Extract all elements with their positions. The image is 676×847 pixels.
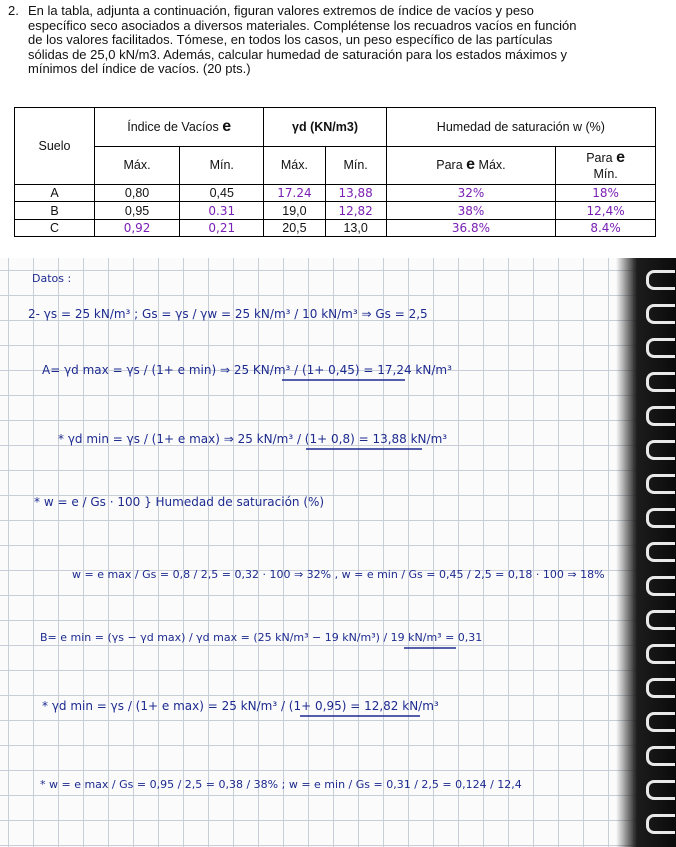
sub-header-min: Mín. [325,146,386,185]
notes-line: * γd min = γs / (1+ e max) ⇒ 25 kN/m³ / (1+ 0,8) = 13,88 kN/m³ [58,432,448,446]
notes-line: w = e max / Gs = 0,8 / 2,5 = 0,32 · 100 ⇒ 32% , w = e min / Gs = 0,45 / 2,5 = 0,18 · 100 ⇒ 18% [72,568,605,581]
table-row [15,185,656,202]
notes-line: 2- γs = 25 kN/m³ ; Gs = γs / γw = 25 kN/m³ / 10 kN/m³ ⇒ Gs = 2,5 [28,307,428,321]
header-indice-vacios: Índice de Vacíos e [95,108,264,147]
cell-ydmin: 13,88 [325,185,386,202]
table-row [15,202,656,219]
notes-line: Datos : [32,272,72,285]
problem-number: 2. [8,3,19,18]
notes-line: * w = e / Gs · 100 } Humedad de saturación (%) [34,495,325,509]
sub-header-para-max: Para e Máx. [386,146,555,185]
cell-suelo: B [15,202,95,219]
cell-emax: 0,92 [95,219,180,236]
notes-line: A= γd max = γs / (1+ e min) ⇒ 25 KN/m³ / (1+ 0,45) = 17,24 kN/m³ [42,363,452,377]
cell-wmax: 36.8% [386,219,555,236]
problem-line: En la tabla, adjunta a continuación, figuran valores extremos de índice de vacíos y peso [28,3,534,18]
notebook-photo [0,258,676,847]
soil-table [14,107,656,237]
cell-wmin: 8.4% [556,219,656,236]
cell-wmax: 38% [386,202,555,219]
problem-line: sólidas de 25,0 kN/m3. Además, calcular humedad de saturación para los estados máximos y [28,46,568,62]
notes-line: B= e min = (γs − γd max) / γd max = (25 kN/m³ − 19 kN/m³) / 19 kN/m³ = 0,31 [40,631,483,644]
spiral-binding [616,258,676,847]
cell-emax: 0,80 [95,185,180,202]
cell-emax: 0,95 [95,202,180,219]
handwritten-notes [0,258,676,847]
cell-wmax: 32% [386,185,555,202]
notes-line: * w = e max / Gs = 0,95 / 2,5 = 0,38 / 38% ; w = e min / Gs = 0,31 / 2,5 = 0,124 / 12,4 [40,778,522,791]
cell-ydmin: 12,82 [325,202,386,219]
header-suelo: Suelo [15,108,95,185]
sub-header-para-min: Para e Mín. [556,146,656,185]
sub-header-max: Máx. [264,146,325,185]
cell-ydmax: 20,5 [264,219,325,236]
notes-line: * γd min = γs / (1+ e max) = 25 kN/m³ / (1+ 0,95) = 12,82 kN/m³ [42,699,439,713]
cell-suelo: A [15,185,95,202]
cell-emin: 0.31 [180,202,264,219]
cell-ydmax: 17.24 [264,185,325,202]
header-humedad: Humedad de saturación w (%) [386,108,655,147]
cell-ydmin: 13,0 [325,219,386,236]
problem-line: específico seco asociados a diversos materiales. Complétense los recuadros vacíos en función [28,17,577,33]
table-row [15,219,656,236]
cell-emin: 0,21 [180,219,264,236]
cell-wmin: 18% [556,185,656,202]
sub-header-max: Máx. [95,146,180,185]
cell-ydmax: 19,0 [264,202,325,219]
cell-wmin: 12,4% [556,202,656,219]
cell-suelo: C [15,219,95,236]
cell-emin: 0,45 [180,185,264,202]
header-peso-seco: γd (KN/m3) [264,108,386,147]
problem-line: mínimos del índice de vacíos. (20 pts.) [28,61,251,76]
sub-header-min: Mín. [180,146,264,185]
problem-statement [6,4,670,77]
problem-line: de los valores facilitados. Tómese, en todos los casos, un peso específico de las partículas [28,32,553,47]
